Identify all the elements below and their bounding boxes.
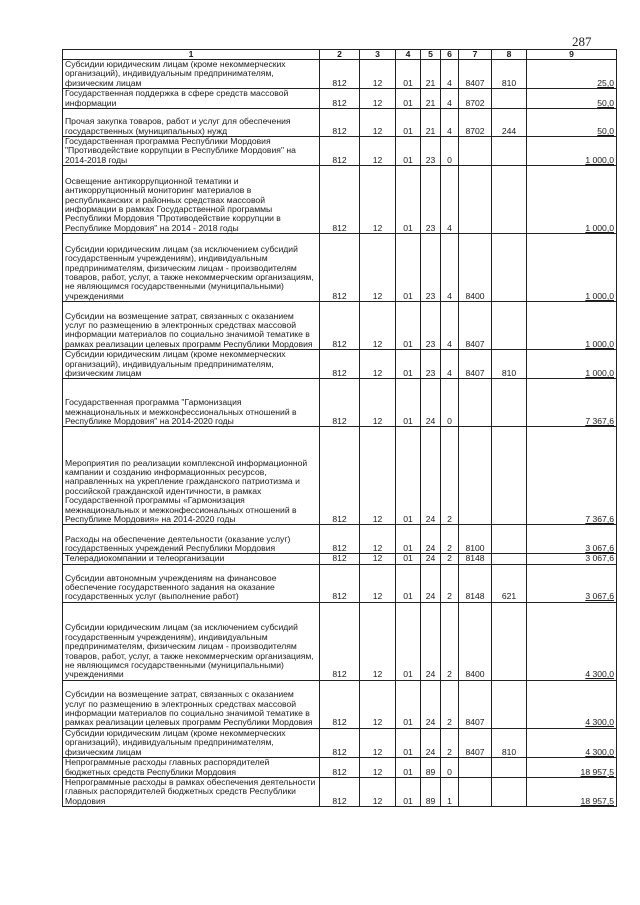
- row-name-cell: Государственная программа "Гармонизация межнациональных и межконфессиональных отношений в Республике Мордовия" на 2014-2020 годы: [63, 379, 320, 427]
- expense-type-cell: [492, 602, 527, 680]
- section-cell: 12: [360, 777, 396, 806]
- expense-type-cell: [492, 302, 527, 350]
- expense-type-cell: [492, 680, 527, 728]
- subsection-cell: 01: [396, 60, 421, 89]
- code-cell: 812: [320, 427, 360, 525]
- section-cell: 12: [360, 166, 396, 234]
- section-cell: 12: [360, 758, 396, 778]
- table-body: [63, 60, 617, 807]
- section-cell: 12: [360, 525, 396, 554]
- direction-cell: 8400: [459, 234, 492, 302]
- program-cell: 24: [421, 680, 441, 728]
- code-cell: 812: [320, 525, 360, 554]
- row-name-cell: Государственная программа Республики Мордовия "Противодействие коррупции в Республике Мордовия" на 2014-2018 годы: [63, 137, 320, 166]
- direction-cell: 8100: [459, 525, 492, 554]
- row-name-cell: Расходы на обеспечение деятельности (оказание услуг) государственных учреждений Республики Мордовия: [63, 525, 320, 554]
- table-row: [63, 166, 617, 234]
- page-number: 287: [572, 34, 592, 49]
- amount-cell: 4 300,0: [527, 728, 617, 757]
- subprogram-cell: 4: [441, 89, 459, 109]
- column-header: 2: [320, 50, 360, 60]
- section-cell: 12: [360, 109, 396, 137]
- section-cell: 12: [360, 350, 396, 379]
- amount-cell: 25,0: [527, 60, 617, 89]
- subsection-cell: 01: [396, 564, 421, 602]
- direction-cell: [459, 758, 492, 778]
- subsection-cell: 01: [396, 602, 421, 680]
- column-header: 6: [441, 50, 459, 60]
- subsection-cell: 01: [396, 302, 421, 350]
- table-row: [63, 680, 617, 728]
- code-cell: 812: [320, 379, 360, 427]
- subprogram-cell: 0: [441, 758, 459, 778]
- expense-type-cell: [492, 758, 527, 778]
- direction-cell: [459, 137, 492, 166]
- column-header: 1: [63, 50, 320, 60]
- direction-cell: 8400: [459, 602, 492, 680]
- subprogram-cell: 4: [441, 60, 459, 89]
- subsection-cell: 01: [396, 137, 421, 166]
- row-name-cell: Непрограммные расходы в рамках обеспечения деятельности главных распорядителей бюджетных средств Республики Мордовия: [63, 777, 320, 806]
- subprogram-cell: 4: [441, 234, 459, 302]
- amount-cell: 18 957,5: [527, 758, 617, 778]
- table-row: [63, 234, 617, 302]
- amount-cell: 18 957,5: [527, 777, 617, 806]
- code-cell: 812: [320, 564, 360, 602]
- code-cell: 812: [320, 302, 360, 350]
- subprogram-cell: 2: [441, 680, 459, 728]
- table-row: [63, 525, 617, 554]
- table-row: [63, 109, 617, 137]
- code-cell: 812: [320, 728, 360, 757]
- direction-cell: 8148: [459, 564, 492, 602]
- section-cell: 12: [360, 728, 396, 757]
- expense-type-cell: 810: [492, 728, 527, 757]
- program-cell: 21: [421, 109, 441, 137]
- section-cell: 12: [360, 60, 396, 89]
- expense-type-cell: [492, 89, 527, 109]
- subprogram-cell: 4: [441, 109, 459, 137]
- amount-cell: 1 000,0: [527, 234, 617, 302]
- subsection-cell: 01: [396, 728, 421, 757]
- code-cell: 812: [320, 777, 360, 806]
- table-row: [63, 137, 617, 166]
- direction-cell: [459, 166, 492, 234]
- subprogram-cell: 4: [441, 350, 459, 379]
- expense-type-cell: [492, 427, 527, 525]
- table-row: [63, 554, 617, 564]
- program-cell: 24: [421, 427, 441, 525]
- column-header: 8: [492, 50, 527, 60]
- row-name-cell: Субсидии на возмещение затрат, связанных с оказанием услуг по размещению в электронных средствах массовой информации материалов по социально значимой тематике в рамках реализации целевых программ Республики Мордовия: [63, 680, 320, 728]
- amount-cell: 7 367,6: [527, 379, 617, 427]
- expense-type-cell: [492, 525, 527, 554]
- program-cell: 24: [421, 728, 441, 757]
- program-cell: 23: [421, 234, 441, 302]
- column-header: 5: [421, 50, 441, 60]
- expense-type-cell: 621: [492, 564, 527, 602]
- subsection-cell: 01: [396, 680, 421, 728]
- amount-cell: 3 067,6: [527, 564, 617, 602]
- subprogram-cell: 0: [441, 137, 459, 166]
- program-cell: 89: [421, 758, 441, 778]
- program-cell: 21: [421, 60, 441, 89]
- subprogram-cell: 2: [441, 602, 459, 680]
- amount-cell: 1 000,0: [527, 302, 617, 350]
- subprogram-cell: 0: [441, 379, 459, 427]
- table-row: [63, 89, 617, 109]
- program-cell: 23: [421, 166, 441, 234]
- amount-cell: 3 067,6: [527, 525, 617, 554]
- subprogram-cell: 2: [441, 554, 459, 564]
- code-cell: 812: [320, 350, 360, 379]
- expense-type-cell: [492, 137, 527, 166]
- subsection-cell: 01: [396, 379, 421, 427]
- code-cell: 812: [320, 234, 360, 302]
- subsection-cell: 01: [396, 166, 421, 234]
- row-name-cell: Субсидии на возмещение затрат, связанных с оказанием услуг по размещению в электронных средствах массовой информации материалов по социально значимой тематике в рамках реализации целевых программ Республики Мордовия: [63, 302, 320, 350]
- table-row: [63, 564, 617, 602]
- direction-cell: 8702: [459, 109, 492, 137]
- table-row: [63, 427, 617, 525]
- subsection-cell: 01: [396, 109, 421, 137]
- code-cell: 812: [320, 602, 360, 680]
- row-name-cell: Освещение антикоррупционной тематики и антикоррупционный мониторинг материалов в республиканских и районных средствах массовой информации в рамках Государственной программы Республики Мордовия "Противодействие коррупции в Республике Мордовия" на 2014 - 2018 годы: [63, 166, 320, 234]
- code-cell: 812: [320, 109, 360, 137]
- amount-cell: 4 300,0: [527, 602, 617, 680]
- row-name-cell: Субсидии автономным учреждениям на финансовое обеспечение государственного задания на оказание государственных услуг (выполнение работ): [63, 564, 320, 602]
- program-cell: 89: [421, 777, 441, 806]
- direction-cell: 8407: [459, 60, 492, 89]
- subsection-cell: 01: [396, 89, 421, 109]
- column-header: 7: [459, 50, 492, 60]
- section-cell: 12: [360, 427, 396, 525]
- code-cell: 812: [320, 89, 360, 109]
- row-name-cell: Субсидии юридическим лицам (кроме некоммерческих организаций), индивидуальным предпринимателям, физическим лицам: [63, 350, 320, 379]
- table-row: [63, 728, 617, 757]
- row-name-cell: Мероприятия по реализации комплексной информационной кампании и созданию информационных ресурсов, направленных на укрепление гражданского патриотизма и российской гражданской идентичности, в рамках Государственной программы «Гармонизация межнациональных и межконфессиональных отношений в Республике Мордовия» на 2014-2020 годы: [63, 427, 320, 525]
- program-cell: 21: [421, 89, 441, 109]
- section-cell: 12: [360, 602, 396, 680]
- expense-type-cell: [492, 777, 527, 806]
- table-row: [63, 602, 617, 680]
- direction-cell: 8148: [459, 554, 492, 564]
- expense-type-cell: [492, 554, 527, 564]
- subprogram-cell: 4: [441, 166, 459, 234]
- expense-type-cell: 810: [492, 60, 527, 89]
- amount-cell: 1 000,0: [527, 350, 617, 379]
- subsection-cell: 01: [396, 758, 421, 778]
- direction-cell: 8407: [459, 728, 492, 757]
- section-cell: 12: [360, 302, 396, 350]
- table-row: [63, 777, 617, 806]
- expense-type-cell: 244: [492, 109, 527, 137]
- table-row: [63, 60, 617, 89]
- direction-cell: [459, 427, 492, 525]
- direction-cell: 8702: [459, 89, 492, 109]
- code-cell: 812: [320, 137, 360, 166]
- expense-type-cell: [492, 234, 527, 302]
- amount-cell: 50,0: [527, 109, 617, 137]
- amount-cell: 50,0: [527, 89, 617, 109]
- subsection-cell: 01: [396, 554, 421, 564]
- budget-table: [62, 49, 617, 807]
- table-row: [63, 350, 617, 379]
- program-cell: 24: [421, 525, 441, 554]
- program-cell: 23: [421, 350, 441, 379]
- amount-cell: 1 000,0: [527, 137, 617, 166]
- row-name-cell: Непрограммные расходы главных распорядителей бюджетных средств Республики Мордовия: [63, 758, 320, 778]
- column-header: 4: [396, 50, 421, 60]
- code-cell: 812: [320, 60, 360, 89]
- direction-cell: [459, 777, 492, 806]
- direction-cell: [459, 379, 492, 427]
- program-cell: 23: [421, 302, 441, 350]
- code-cell: 812: [320, 680, 360, 728]
- row-name-cell: Субсидии юридическим лицам (кроме некоммерческих организаций), индивидуальным предпринимателям, физическим лицам: [63, 60, 320, 89]
- subsection-cell: 01: [396, 234, 421, 302]
- expense-type-cell: 810: [492, 350, 527, 379]
- subsection-cell: 01: [396, 525, 421, 554]
- subsection-cell: 01: [396, 777, 421, 806]
- section-cell: 12: [360, 554, 396, 564]
- row-name-cell: Государственная поддержка в сфере средств массовой информации: [63, 89, 320, 109]
- program-cell: 24: [421, 602, 441, 680]
- expense-type-cell: [492, 379, 527, 427]
- section-cell: 12: [360, 137, 396, 166]
- column-header: 9: [527, 50, 617, 60]
- program-cell: 24: [421, 564, 441, 602]
- subprogram-cell: 1: [441, 777, 459, 806]
- amount-cell: 3 067,6: [527, 554, 617, 564]
- code-cell: 812: [320, 554, 360, 564]
- row-name-cell: Субсидии юридическим лицам (за исключением субсидий государственным учреждениям), индивидуальным предпринимателям, физическим лицам - производителям товаров, работ, услуг, а также некоммерческим организациям, не являющимся государственными (муниципальными) учреждениями: [63, 602, 320, 680]
- section-cell: 12: [360, 379, 396, 427]
- program-cell: 24: [421, 379, 441, 427]
- direction-cell: 8407: [459, 302, 492, 350]
- table-row: [63, 302, 617, 350]
- section-cell: 12: [360, 680, 396, 728]
- row-name-cell: Телерадиокомпании и телеорганизации: [63, 554, 320, 564]
- expense-type-cell: [492, 166, 527, 234]
- column-header: 3: [360, 50, 396, 60]
- subprogram-cell: 2: [441, 728, 459, 757]
- table-row: [63, 758, 617, 778]
- subsection-cell: 01: [396, 427, 421, 525]
- amount-cell: 4 300,0: [527, 680, 617, 728]
- section-cell: 12: [360, 564, 396, 602]
- direction-cell: 8407: [459, 680, 492, 728]
- header-row: [63, 50, 617, 60]
- subprogram-cell: 2: [441, 525, 459, 554]
- code-cell: 812: [320, 758, 360, 778]
- row-name-cell: Субсидии юридическим лицам (кроме некоммерческих организаций), индивидуальным предпринимателям, физическим лицам: [63, 728, 320, 757]
- direction-cell: 8407: [459, 350, 492, 379]
- program-cell: 23: [421, 137, 441, 166]
- subprogram-cell: 2: [441, 427, 459, 525]
- amount-cell: 7 367,6: [527, 427, 617, 525]
- row-name-cell: Прочая закупка товаров, работ и услуг для обеспечения государственных (муниципальных) нужд: [63, 109, 320, 137]
- amount-cell: 1 000,0: [527, 166, 617, 234]
- subprogram-cell: 2: [441, 564, 459, 602]
- code-cell: 812: [320, 166, 360, 234]
- section-cell: 12: [360, 234, 396, 302]
- subsection-cell: 01: [396, 350, 421, 379]
- program-cell: 24: [421, 554, 441, 564]
- section-cell: 12: [360, 89, 396, 109]
- row-name-cell: Субсидии юридическим лицам (за исключением субсидий государственным учреждениям), индивидуальным предпринимателям, физическим лицам - производителям товаров, работ, услуг, а также некоммерческим организациям, не являющимся государственными (муниципальными) учреждениями: [63, 234, 320, 302]
- subprogram-cell: 4: [441, 302, 459, 350]
- table-row: [63, 379, 617, 427]
